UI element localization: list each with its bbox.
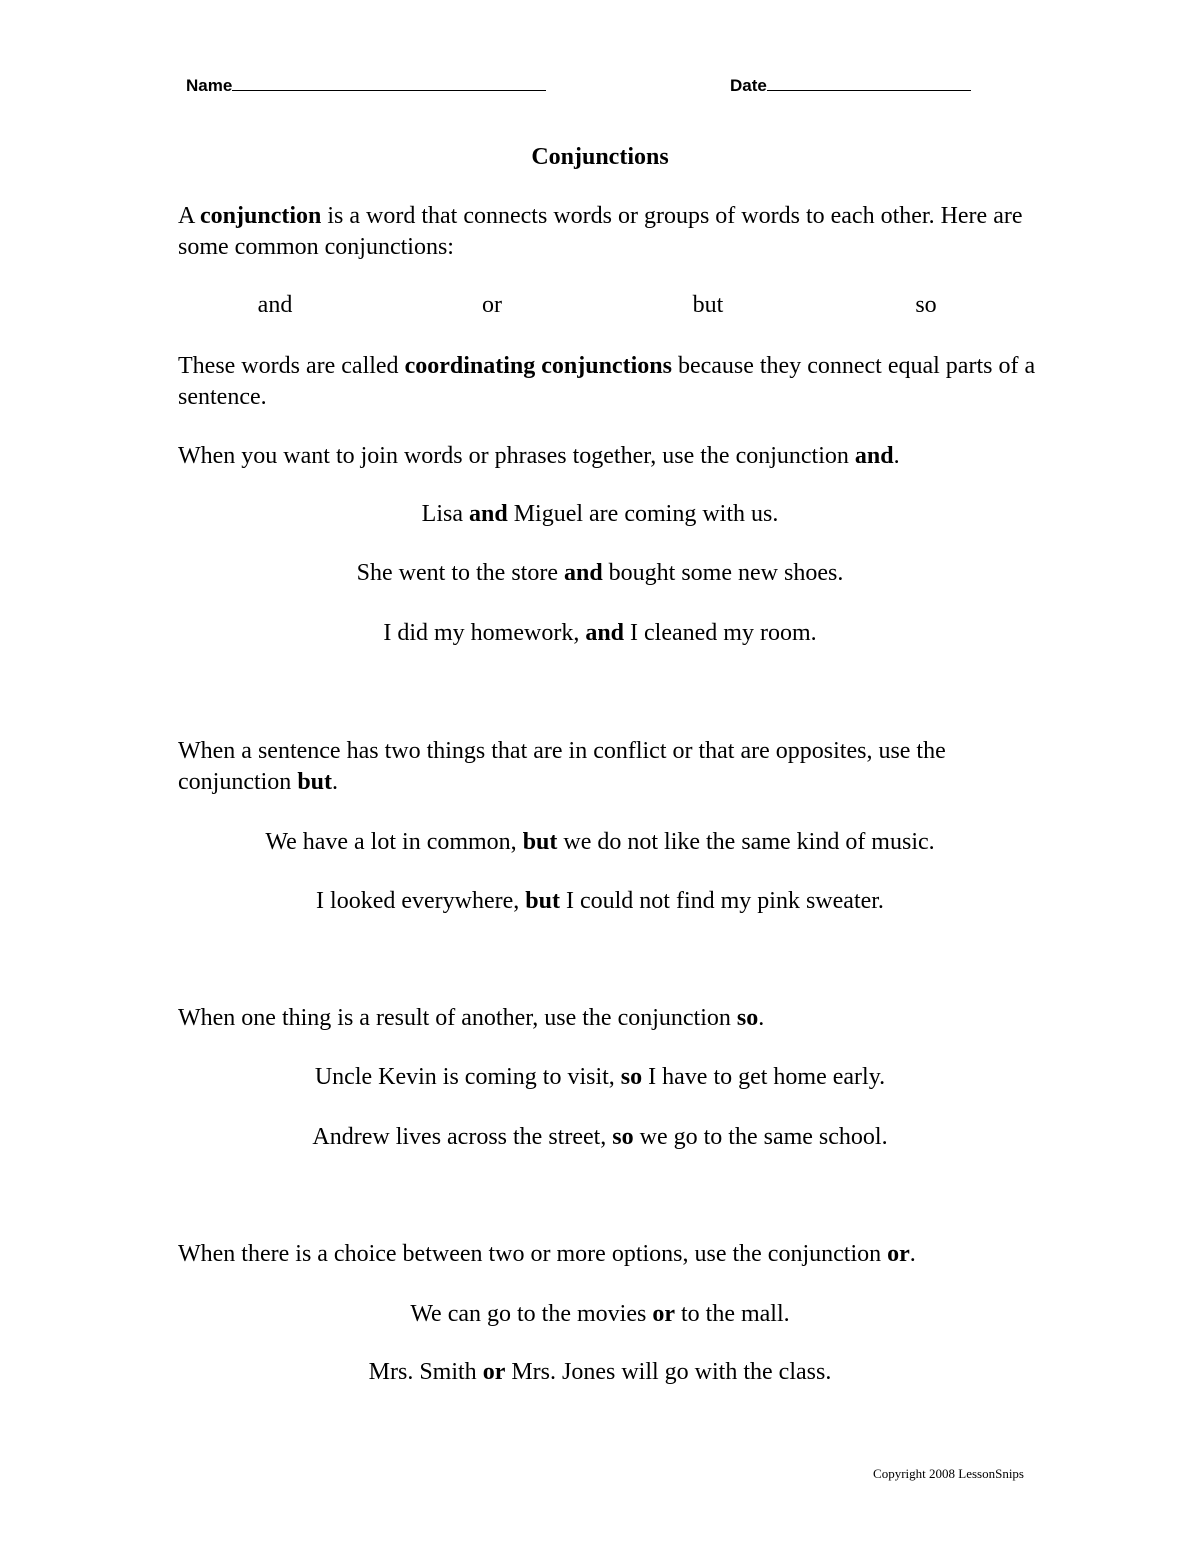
example-text: Mrs. Smith [368, 1359, 483, 1385]
example-sentence [0, 827, 1200, 858]
example-sentence [0, 1357, 1200, 1388]
example-text: I could not find my pink sweater. [559, 888, 884, 914]
rule-conjunction: but [297, 769, 332, 795]
example-text: Miguel are coming with us. [507, 501, 779, 527]
rule-text: When a sentence has two things that are in conflict or that are opposites, use the conjunction [178, 738, 946, 795]
example-sentence [0, 499, 1200, 530]
example-text: Lisa [421, 501, 469, 527]
example-sentence [0, 886, 1200, 917]
rule-or [178, 1239, 1038, 1270]
rule-so [178, 1003, 1038, 1034]
example-text: I did my homework, [383, 620, 586, 646]
example-sentence [0, 1062, 1200, 1093]
example-text: We have a lot in common, [265, 829, 523, 855]
rule-punct: . [332, 769, 338, 795]
example-text: I have to get home early. [642, 1064, 886, 1090]
rule-text: When you want to join words or phrases together, use the conjunction [178, 443, 855, 469]
example-conjunction: so [620, 1064, 643, 1090]
example-text: She went to the store [356, 560, 564, 586]
example-sentence [0, 558, 1200, 589]
example-conjunction: and [585, 620, 625, 646]
intro-text-before: A [178, 203, 201, 229]
example-conjunction: so [612, 1124, 634, 1150]
conjunction-word: and [257, 292, 293, 318]
coordinating-text-after: because they connect equal parts of a sentence. [178, 353, 1036, 410]
example-text: Andrew lives across the street, [312, 1124, 613, 1150]
conjunction-word: or [482, 292, 502, 318]
rule-text: When one thing is a result of another, use the conjunction [178, 1005, 737, 1031]
rule-conjunction: and [854, 443, 894, 469]
rule-and [178, 441, 1038, 472]
coordinating-term: coordinating conjunctions [404, 353, 672, 379]
intro-text-after: is a word that connects words or groups of words to each other. Here are some common conjunctions: [178, 203, 1023, 260]
date-blank[interactable] [767, 76, 971, 91]
example-text: We can go to the movies [410, 1301, 653, 1327]
example-text: I cleaned my room. [624, 620, 817, 646]
rule-punct: . [909, 1241, 916, 1267]
example-text: I looked everywhere, [316, 888, 526, 914]
example-sentence [0, 1299, 1200, 1330]
example-text: to the mall. [675, 1301, 790, 1327]
conjunction-word: so [915, 292, 937, 318]
example-conjunction: or [652, 1301, 675, 1327]
date-label: Date [730, 76, 767, 95]
rule-text: When there is a choice between two or more options, use the conjunction [178, 1241, 888, 1267]
date-field [730, 76, 971, 96]
name-label: Name [186, 76, 233, 95]
example-text: bought some new shoes. [602, 560, 844, 586]
intro-paragraph [178, 201, 1038, 263]
coordinating-text-before: These words are called [178, 353, 405, 379]
example-text: we do not like the same kind of music. [557, 829, 935, 855]
example-conjunction: or [482, 1359, 506, 1385]
example-text: Uncle Kevin is coming to visit, [314, 1064, 621, 1090]
example-conjunction: but [525, 888, 560, 914]
example-text: Mrs. Jones will go with the class. [505, 1359, 832, 1385]
rule-conjunction: so [736, 1005, 759, 1031]
rule-punct: . [893, 443, 900, 469]
example-sentence [0, 618, 1200, 649]
rule-conjunction: or [887, 1241, 910, 1267]
conjunction-word: but [692, 292, 724, 318]
name-field [186, 76, 546, 96]
intro-term: conjunction [200, 203, 322, 229]
example-conjunction: but [522, 829, 558, 855]
copyright-notice: Copyright 2008 LessonSnips [873, 1466, 1024, 1481]
example-sentence [0, 1122, 1200, 1153]
rule-but [178, 736, 1038, 798]
example-conjunction: and [469, 501, 508, 527]
coordinating-paragraph [178, 351, 1038, 413]
rule-punct: . [758, 1005, 765, 1031]
example-text: we go to the same school. [633, 1124, 888, 1150]
example-conjunction: and [563, 560, 603, 586]
page-title: Conjunctions [531, 144, 669, 170]
name-blank[interactable] [232, 76, 546, 91]
